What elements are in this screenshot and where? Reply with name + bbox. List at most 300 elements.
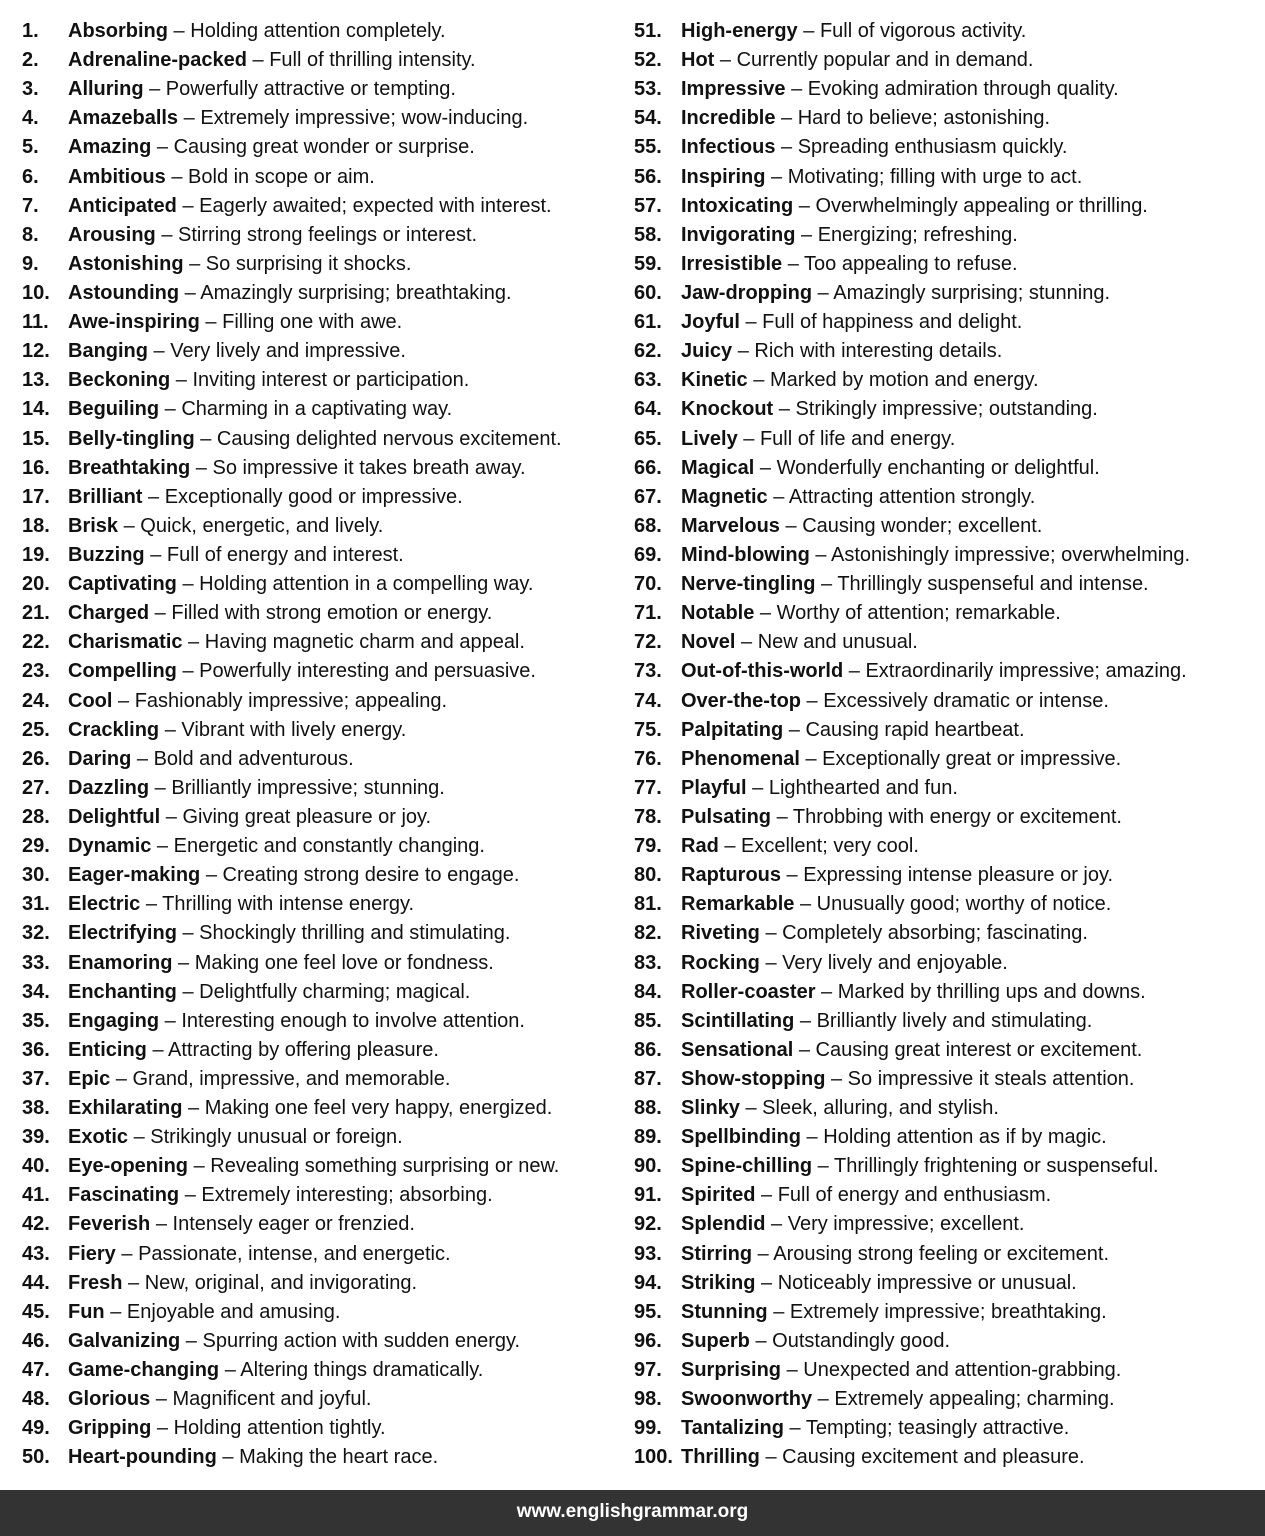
item-word: Game-changing: [68, 1359, 220, 1382]
item-word: Notable: [681, 602, 755, 625]
item-number: 33.: [22, 951, 50, 974]
list-item: 42. Feverish – Intensely eager or frenzied.: [22, 1210, 622, 1239]
item-word: Beckoning: [68, 369, 171, 392]
item-number: 96.: [634, 1329, 662, 1352]
list-item: 69. Mind-blowing – Astonishingly impressive; overwhelming.: [634, 541, 1259, 570]
item-definition: Full of energy and interest.: [166, 543, 404, 566]
item-number: 7.: [22, 194, 39, 217]
item-definition: Fashionably impressive; appealing.: [134, 689, 448, 712]
list-item: 16. Breathtaking – So impressive it takes breath away.: [22, 454, 622, 483]
item-word: Adrenaline-packed: [68, 49, 247, 72]
item-word: Charged: [68, 602, 150, 625]
item-number: 46.: [22, 1329, 50, 1352]
item-word: Nerve-tingling: [681, 573, 816, 596]
item-number: 83.: [634, 951, 662, 974]
list-item: 53. Impressive – Evoking admiration through quality.: [634, 75, 1259, 104]
item-number: 1.: [22, 20, 39, 42]
item-word: Fresh: [68, 1271, 123, 1294]
list-item: 91. Spirited – Full of energy and enthusiasm.: [634, 1181, 1259, 1210]
item-definition: Worthy of attention; remarkable.: [776, 602, 1061, 625]
item-number: 16.: [22, 456, 50, 479]
item-number: 5.: [22, 136, 39, 159]
list-item: 30. Eager-making – Creating strong desire to engage.: [22, 861, 622, 890]
list-item: 99. Tantalizing – Tempting; teasingly attractive.: [634, 1414, 1259, 1443]
item-definition: Unexpected and attention-grabbing.: [803, 1359, 1122, 1382]
item-definition: Causing rapid heartbeat.: [805, 718, 1025, 741]
item-word: Amazing: [68, 136, 152, 159]
item-number: 22.: [22, 631, 50, 654]
list-item: 1. Absorbing – Holding attention completely.: [22, 17, 622, 46]
item-word: Captivating: [68, 573, 177, 596]
item-definition: Extraordinarily impressive; amazing.: [865, 660, 1187, 683]
item-definition: Shockingly thrilling and stimulating.: [199, 922, 511, 945]
item-number: 40.: [22, 1155, 50, 1178]
item-number: 87.: [634, 1067, 662, 1090]
item-number: 74.: [634, 689, 662, 712]
item-number: 99.: [634, 1417, 662, 1440]
item-number: 77.: [634, 776, 662, 799]
item-word: Fiery: [68, 1242, 116, 1265]
item-number: 62.: [634, 340, 662, 363]
item-definition: Causing great wonder or surprise.: [173, 136, 475, 159]
item-number: 63.: [634, 369, 662, 392]
item-definition: Revealing something surprising or new.: [210, 1155, 560, 1178]
item-number: 20.: [22, 573, 50, 596]
item-word: Feverish: [68, 1213, 151, 1236]
item-word: Spellbinding: [681, 1126, 801, 1149]
list-item: 39. Exotic – Strikingly unusual or foreign.: [22, 1123, 622, 1152]
item-number: 34.: [22, 980, 50, 1003]
item-word: Heart-pounding: [68, 1446, 217, 1469]
item-definition: Holding attention completely.: [190, 20, 446, 42]
item-word: Invigorating: [681, 223, 796, 246]
item-word: Enamoring: [68, 951, 173, 974]
item-word: Stirring: [681, 1242, 753, 1265]
item-word: Magnetic: [681, 485, 768, 508]
list-item: 70. Nerve-tingling – Thrillingly suspenseful and intense.: [634, 570, 1259, 599]
item-definition: Stirring strong feelings or interest.: [178, 223, 478, 246]
item-definition: Making one feel very happy, energized.: [204, 1097, 553, 1120]
list-item: 60. Jaw-dropping – Amazingly surprising; stunning.: [634, 279, 1259, 308]
item-word: Swoonworthy: [681, 1388, 813, 1411]
item-number: 43.: [22, 1242, 50, 1265]
item-word: Superb: [681, 1329, 750, 1352]
item-word: Beguiling: [68, 398, 160, 421]
item-definition: Amazingly surprising; stunning.: [833, 281, 1111, 304]
list-item: 81. Remarkable – Unusually good; worthy of notice.: [634, 890, 1259, 919]
list-item: 63. Kinetic – Marked by motion and energy.: [634, 366, 1259, 395]
item-definition: Evoking admiration through quality.: [807, 78, 1119, 101]
list-item: 82. Riveting – Completely absorbing; fascinating.: [634, 919, 1259, 948]
item-word: Spine-chilling: [681, 1155, 813, 1178]
list-item: 33. Enamoring – Making one feel love or fondness.: [22, 949, 622, 978]
item-definition: Extremely interesting; absorbing.: [201, 1184, 493, 1207]
item-word: Absorbing: [68, 20, 168, 42]
item-number: 70.: [634, 573, 662, 596]
item-number: 49.: [22, 1417, 50, 1440]
item-word: Breathtaking: [68, 456, 191, 479]
item-number: 88.: [634, 1097, 662, 1120]
item-word: Juicy: [681, 340, 733, 363]
item-number: 6.: [22, 165, 39, 188]
item-definition: Amazingly surprising; breathtaking.: [200, 281, 512, 304]
item-number: 18.: [22, 514, 50, 537]
item-word: Stunning: [681, 1300, 768, 1323]
list-item: 44. Fresh – New, original, and invigorating.: [22, 1269, 622, 1298]
item-number: 36.: [22, 1038, 50, 1061]
list-item: 79. Rad – Excellent; very cool.: [634, 832, 1259, 861]
item-word: Electric: [68, 893, 141, 916]
item-word: Novel: [681, 631, 736, 654]
item-number: 27.: [22, 776, 50, 799]
item-word: Impressive: [681, 78, 786, 101]
item-word: Spirited: [681, 1184, 756, 1207]
item-word: Astounding: [68, 281, 180, 304]
item-definition: Full of happiness and delight.: [762, 311, 1023, 334]
item-number: 59.: [634, 252, 662, 275]
item-number: 68.: [634, 514, 662, 537]
item-number: 53.: [634, 78, 662, 101]
item-definition: Vibrant with lively energy.: [181, 718, 407, 741]
list-item: 75. Palpitating – Causing rapid heartbeat.: [634, 716, 1259, 745]
item-word: Exotic: [68, 1126, 129, 1149]
item-definition: Noticeably impressive or unusual.: [777, 1271, 1077, 1294]
item-definition: Thrillingly suspenseful and intense.: [837, 573, 1149, 596]
item-word: Epic: [68, 1067, 111, 1090]
item-number: 37.: [22, 1067, 50, 1090]
item-number: 55.: [634, 136, 662, 159]
item-number: 75.: [634, 718, 662, 741]
item-word: Delightful: [68, 805, 161, 828]
item-definition: Expressing intense pleasure or joy.: [803, 864, 1114, 887]
item-number: 60.: [634, 281, 662, 304]
item-word: Inspiring: [681, 165, 766, 188]
item-definition: Giving great pleasure or joy.: [182, 805, 432, 828]
item-word: Sensational: [681, 1038, 794, 1061]
item-definition: Holding attention as if by magic.: [823, 1126, 1107, 1149]
list-item: 72. Novel – New and unusual.: [634, 628, 1259, 657]
item-definition: Full of energy and enthusiasm.: [777, 1184, 1052, 1207]
item-definition: Inviting interest or participation.: [192, 369, 470, 392]
list-item: 26. Daring – Bold and adventurous.: [22, 745, 622, 774]
item-number: 30.: [22, 864, 50, 887]
list-item: 88. Slinky – Sleek, alluring, and stylish.: [634, 1094, 1259, 1123]
list-item: 2. Adrenaline-packed – Full of thrilling intensity.: [22, 46, 622, 75]
item-word: Show-stopping: [681, 1067, 826, 1090]
item-definition: Filled with strong emotion or energy.: [171, 602, 493, 625]
item-definition: Brilliantly lively and stimulating.: [816, 1009, 1093, 1032]
item-number: 82.: [634, 922, 662, 945]
item-word: Kinetic: [681, 369, 748, 392]
item-word: Pulsating: [681, 805, 772, 828]
item-definition: Throbbing with energy or excitement.: [792, 805, 1122, 828]
item-number: 3.: [22, 78, 39, 101]
list-item: 76. Phenomenal – Exceptionally great or impressive.: [634, 745, 1259, 774]
list-item: 59. Irresistible – Too appealing to refuse.: [634, 250, 1259, 279]
item-word: Rocking: [681, 951, 760, 974]
list-item: 66. Magical – Wonderfully enchanting or delightful.: [634, 454, 1259, 483]
item-number: 38.: [22, 1097, 50, 1120]
item-number: 58.: [634, 223, 662, 246]
item-definition: Overwhelmingly appealing or thrilling.: [815, 194, 1148, 217]
item-number: 94.: [634, 1271, 662, 1294]
item-number: 35.: [22, 1009, 50, 1032]
item-word: Rad: [681, 835, 719, 858]
item-number: 72.: [634, 631, 662, 654]
item-number: 32.: [22, 922, 50, 945]
item-definition: Completely absorbing; fascinating.: [782, 922, 1088, 945]
list-item: 78. Pulsating – Throbbing with energy or excitement.: [634, 803, 1259, 832]
item-word: Tantalizing: [681, 1417, 784, 1440]
item-number: 86.: [634, 1038, 662, 1061]
item-word: Marvelous: [681, 514, 780, 537]
item-number: 54.: [634, 107, 662, 130]
item-number: 52.: [634, 49, 662, 72]
item-number: 61.: [634, 311, 662, 334]
item-number: 97.: [634, 1359, 662, 1382]
item-word: Alluring: [68, 78, 144, 101]
item-number: 19.: [22, 543, 50, 566]
list-item: 85. Scintillating – Brilliantly lively and stimulating.: [634, 1007, 1259, 1036]
list-item: 74. Over-the-top – Excessively dramatic or intense.: [634, 687, 1259, 716]
item-number: 4.: [22, 107, 39, 130]
list-item: 21. Charged – Filled with strong emotion or energy.: [22, 599, 622, 628]
item-number: 9.: [22, 252, 39, 275]
list-item: 71. Notable – Worthy of attention; remarkable.: [634, 599, 1259, 628]
list-item: 22. Charismatic – Having magnetic charm and appeal.: [22, 628, 622, 657]
item-definition: Very lively and enjoyable.: [782, 951, 1008, 974]
list-item: 100. Thrilling – Causing excitement and pleasure.: [634, 1443, 1259, 1472]
list-item: 52. Hot – Currently popular and in demand.: [634, 46, 1259, 75]
item-definition: Unusually good; worthy of notice.: [816, 893, 1112, 916]
item-number: 79.: [634, 835, 662, 858]
item-definition: Making one feel love or fondness.: [194, 951, 494, 974]
item-definition: Outstandingly good.: [772, 1329, 951, 1352]
item-word: Gripping: [68, 1417, 152, 1440]
item-number: 14.: [22, 398, 50, 421]
item-word: Hot: [681, 49, 715, 72]
list-item: 38. Exhilarating – Making one feel very happy, energized.: [22, 1094, 622, 1123]
item-word: Cool: [68, 689, 113, 712]
item-definition: Wonderfully enchanting or delightful.: [776, 456, 1100, 479]
item-definition: Currently popular and in demand.: [736, 49, 1034, 72]
list-item: 87. Show-stopping – So impressive it steals attention.: [634, 1065, 1259, 1094]
list-item: 10. Astounding – Amazingly surprising; breathtaking.: [22, 279, 622, 308]
list-item: 58. Invigorating – Energizing; refreshing.: [634, 221, 1259, 250]
item-definition: Attracting attention strongly.: [788, 485, 1036, 508]
item-number: 44.: [22, 1271, 50, 1294]
list-item: 27. Dazzling – Brilliantly impressive; stunning.: [22, 774, 622, 803]
list-item: 98. Swoonworthy – Extremely appealing; charming.: [634, 1385, 1259, 1414]
list-item: 43. Fiery – Passionate, intense, and energetic.: [22, 1240, 622, 1269]
item-word: Infectious: [681, 136, 776, 159]
item-number: 98.: [634, 1388, 662, 1411]
item-definition: Passionate, intense, and energetic.: [138, 1242, 451, 1265]
list-item: 67. Magnetic – Attracting attention strongly.: [634, 483, 1259, 512]
item-number: 65.: [634, 427, 662, 450]
list-item: 35. Engaging – Interesting enough to involve attention.: [22, 1007, 622, 1036]
item-definition: Strikingly unusual or foreign.: [150, 1126, 403, 1149]
item-definition: Excessively dramatic or intense.: [823, 689, 1109, 712]
item-number: 21.: [22, 602, 50, 625]
item-number: 42.: [22, 1213, 50, 1236]
item-word: Brisk: [68, 514, 119, 537]
item-number: 24.: [22, 689, 50, 712]
item-word: Astonishing: [68, 252, 184, 275]
item-word: Intoxicating: [681, 194, 794, 217]
list-item: 18. Brisk – Quick, energetic, and lively.: [22, 512, 622, 541]
list-item: 64. Knockout – Strikingly impressive; outstanding.: [634, 395, 1259, 424]
item-definition: Holding attention tightly.: [173, 1417, 386, 1440]
item-number: 73.: [634, 660, 662, 683]
item-word: Belly-tingling: [68, 427, 195, 450]
list-item: 55. Infectious – Spreading enthusiasm quickly.: [634, 133, 1259, 162]
list-item: 25. Crackling – Vibrant with lively energy.: [22, 716, 622, 745]
item-number: 100.: [634, 1446, 673, 1469]
item-definition: Very impressive; excellent.: [787, 1213, 1025, 1236]
item-definition: Excellent; very cool.: [741, 835, 919, 858]
item-word: Eager-making: [68, 864, 201, 887]
item-number: 64.: [634, 398, 662, 421]
item-definition: Marked by thrilling ups and downs.: [837, 980, 1146, 1003]
item-number: 71.: [634, 602, 662, 625]
list-item: 84. Roller-coaster – Marked by thrilling ups and downs.: [634, 978, 1259, 1007]
item-definition: Exceptionally great or impressive.: [822, 747, 1122, 770]
list-item: 48. Glorious – Magnificent and joyful.: [22, 1385, 622, 1414]
item-number: 50.: [22, 1446, 50, 1469]
list-item: 68. Marvelous – Causing wonder; excellent.: [634, 512, 1259, 541]
item-word: Knockout: [681, 398, 774, 421]
item-definition: Causing delighted nervous excitement.: [216, 427, 562, 450]
list-item: 15. Belly-tingling – Causing delighted nervous excitement.: [22, 425, 622, 454]
list-item: 56. Inspiring – Motivating; filling with urge to act.: [634, 163, 1259, 192]
footer-website: www.englishgrammar.org: [516, 1501, 749, 1522]
item-definition: Grand, impressive, and memorable.: [132, 1067, 451, 1090]
item-definition: Extremely impressive; wow-inducing.: [200, 107, 529, 130]
list-item: 86. Sensational – Causing great interest or excitement.: [634, 1036, 1259, 1065]
item-word: Thrilling: [681, 1446, 760, 1469]
item-definition: Magnificent and joyful.: [172, 1388, 372, 1411]
item-definition: Rich with interesting details.: [754, 340, 1003, 363]
item-word: Out-of-this-world: [681, 660, 844, 683]
list-item: 97. Surprising – Unexpected and attention-grabbing.: [634, 1356, 1259, 1385]
item-word: Scintillating: [681, 1009, 795, 1032]
item-number: 66.: [634, 456, 662, 479]
item-word: Phenomenal: [681, 747, 800, 770]
item-definition: Quick, energetic, and lively.: [140, 514, 384, 537]
list-item: 5. Amazing – Causing great wonder or surprise.: [22, 133, 622, 162]
item-definition: Having magnetic charm and appeal.: [204, 631, 525, 654]
item-word: Lively: [681, 427, 738, 450]
list-item: 31. Electric – Thrilling with intense energy.: [22, 890, 622, 919]
word-list-right-column: [634, 17, 1259, 1472]
item-word: Buzzing: [68, 543, 145, 566]
item-definition: Spreading enthusiasm quickly.: [797, 136, 1068, 159]
item-word: Mind-blowing: [681, 543, 810, 566]
item-definition: New and unusual.: [757, 631, 918, 654]
item-number: 10.: [22, 281, 50, 304]
item-definition: Extremely appealing; charming.: [834, 1388, 1115, 1411]
item-number: 28.: [22, 805, 50, 828]
item-word: Amazeballs: [68, 107, 179, 130]
word-list-left-column: [22, 17, 622, 1472]
item-word: Compelling: [68, 660, 177, 683]
item-word: Anticipated: [68, 194, 177, 217]
list-item: 8. Arousing – Stirring strong feelings or interest.: [22, 221, 622, 250]
item-definition: Lighthearted and fun.: [768, 776, 958, 799]
item-definition: Interesting enough to involve attention.: [181, 1009, 525, 1032]
list-item: 45. Fun – Enjoyable and amusing.: [22, 1298, 622, 1327]
item-word: Banging: [68, 340, 148, 363]
item-definition: Intensely eager or frenzied.: [172, 1213, 415, 1236]
list-item: 46. Galvanizing – Spurring action with sudden energy.: [22, 1327, 622, 1356]
item-definition: Altering things dramatically.: [240, 1359, 484, 1382]
item-number: 17.: [22, 485, 50, 508]
item-definition: Causing excitement and pleasure.: [782, 1446, 1085, 1469]
item-number: 95.: [634, 1300, 662, 1323]
item-definition: Full of vigorous activity.: [819, 20, 1027, 42]
list-item: 94. Striking – Noticeably impressive or unusual.: [634, 1269, 1259, 1298]
item-definition: Very lively and impressive.: [170, 340, 406, 363]
item-word: Striking: [681, 1271, 756, 1294]
list-item: 77. Playful – Lighthearted and fun.: [634, 774, 1259, 803]
item-definition: Thrillingly frightening or suspenseful.: [834, 1155, 1159, 1178]
item-word: Surprising: [681, 1359, 782, 1382]
item-number: 78.: [634, 805, 662, 828]
item-definition: Full of thrilling intensity.: [269, 49, 476, 72]
item-number: 51.: [634, 20, 662, 42]
item-definition: Causing wonder; excellent.: [802, 514, 1043, 537]
item-definition: Filling one with awe.: [222, 311, 403, 334]
list-item: 12. Banging – Very lively and impressive.: [22, 337, 622, 366]
item-number: 93.: [634, 1242, 662, 1265]
list-item: 19. Buzzing – Full of energy and interest.: [22, 541, 622, 570]
item-word: Jaw-dropping: [681, 281, 813, 304]
list-item: 83. Rocking – Very lively and enjoyable.: [634, 949, 1259, 978]
list-item: 4. Amazeballs – Extremely impressive; wow-inducing.: [22, 104, 622, 133]
list-item: 50. Heart-pounding – Making the heart race.: [22, 1443, 622, 1472]
list-item: 93. Stirring – Arousing strong feeling or excitement.: [634, 1240, 1259, 1269]
list-item: 7. Anticipated – Eagerly awaited; expected with interest.: [22, 192, 622, 221]
item-definition: Energizing; refreshing.: [817, 223, 1018, 246]
item-word: Fascinating: [68, 1184, 180, 1207]
list-item: 61. Joyful – Full of happiness and delight.: [634, 308, 1259, 337]
item-word: Glorious: [68, 1388, 151, 1411]
item-number: 91.: [634, 1184, 662, 1207]
item-definition: Too appealing to refuse.: [804, 252, 1018, 275]
item-definition: Hard to believe; astonishing.: [797, 107, 1051, 130]
item-definition: Bold and adventurous.: [153, 747, 354, 770]
footer-bar: [0, 1490, 1265, 1536]
list-item: 37. Epic – Grand, impressive, and memorable.: [22, 1065, 622, 1094]
item-word: Magical: [681, 456, 755, 479]
item-number: 39.: [22, 1126, 50, 1149]
item-definition: Strikingly impressive; outstanding.: [795, 398, 1098, 421]
item-definition: Motivating; filling with urge to act.: [787, 165, 1083, 188]
item-definition: Brilliantly impressive; stunning.: [171, 776, 445, 799]
item-definition: Creating strong desire to engage.: [222, 864, 520, 887]
item-definition: Making the heart race.: [239, 1446, 439, 1469]
item-word: Playful: [681, 776, 747, 799]
item-word: Brilliant: [68, 485, 143, 508]
list-item: 14. Beguiling – Charming in a captivating way.: [22, 395, 622, 424]
item-number: 56.: [634, 165, 662, 188]
list-item: 32. Electrifying – Shockingly thrilling and stimulating.: [22, 919, 622, 948]
list-item: 17. Brilliant – Exceptionally good or impressive.: [22, 483, 622, 512]
item-number: 57.: [634, 194, 662, 217]
item-word: Arousing: [68, 223, 156, 246]
item-definition: Thrilling with intense energy.: [162, 893, 415, 916]
